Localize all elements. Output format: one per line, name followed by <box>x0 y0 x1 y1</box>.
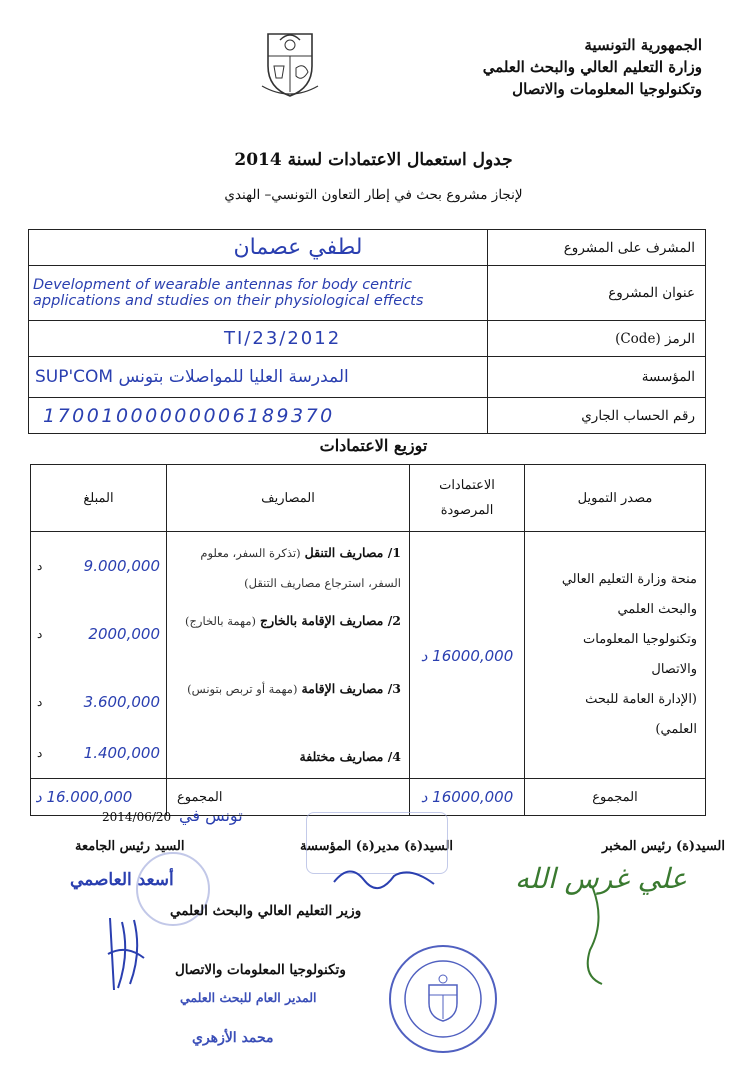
amount-currency: د <box>37 559 43 573</box>
expense-item-title: 2/ مصاريف الإقامة بالخارج <box>260 613 401 628</box>
project-title-cell <box>29 266 488 321</box>
project-info-table <box>28 229 706 434</box>
amount-row <box>37 736 160 770</box>
header-line-2: وزارة التعليم العالي والبحث العلمي <box>482 58 702 76</box>
expense-item-title: 1/ مصاريف التنقل <box>304 545 401 560</box>
total-label: المجموع <box>525 779 706 816</box>
institution-value: المدرسة العليا للمواصلات بتونس SUP'COM <box>35 367 349 387</box>
minister-title-line-2: وتكنولوجيا المعلومات والاتصال <box>175 962 346 978</box>
col-credits-line-1: الاعتمادات <box>439 478 495 493</box>
col-source-header: مصدر التمويل <box>525 465 706 532</box>
amount-row <box>37 532 160 600</box>
expense-item <box>175 742 401 772</box>
expense-item <box>175 538 401 606</box>
expense-item <box>175 606 401 674</box>
director-stamp-text: المدير العام للبحث العلمي <box>180 990 317 1005</box>
funding-source-cell <box>525 532 706 779</box>
amounts-cell <box>31 532 167 779</box>
account-cell <box>29 398 488 434</box>
expenses-cell <box>167 532 410 779</box>
col-expenses-header: المصاريف <box>167 465 410 532</box>
amount-value: 3.600,000 <box>83 693 160 711</box>
page-title: جدول استعمال الاعتمادات لسنة 2014 <box>234 150 513 170</box>
distribution-table <box>30 464 706 816</box>
expense-item-title: 4/ مصاريف مختلفة <box>299 749 401 764</box>
amount-value: 1.400,000 <box>83 744 160 762</box>
amount-value: 9.000,000 <box>83 557 160 575</box>
amount-currency: د <box>37 746 43 760</box>
code-label: الرمز (Code) <box>488 321 706 357</box>
credits-value: 16000,000 د <box>420 646 514 665</box>
amount-currency: د <box>37 695 43 709</box>
coat-of-arms-emblem <box>258 26 322 98</box>
col-credits-header <box>410 465 525 532</box>
expense-item-title: 3/ مصاريف الإقامة <box>301 681 401 696</box>
institution-director-title: السيد(ة) مدير(ة) المؤسسة <box>300 839 454 854</box>
supervisor-label: المشرف على المشروع <box>488 230 706 266</box>
minister-title-line-1: وزير التعليم العالي والبحث العلمي <box>170 903 362 919</box>
amount-row <box>37 600 160 668</box>
ministry-round-seal <box>389 945 497 1053</box>
project-title-value-line-1: Development of wearable antennas for body centric <box>33 277 412 293</box>
lab-head-signature: علي غرس الله <box>515 862 687 895</box>
total-credits: 16000,000 د <box>420 788 514 806</box>
institution-label: المؤسسة <box>488 357 706 398</box>
total-credits-cell <box>410 779 525 816</box>
director-signature-scribble <box>330 858 440 898</box>
republic-header <box>483 34 702 100</box>
credits-cell <box>410 532 525 779</box>
institution-cell <box>29 357 488 398</box>
header-line-1: الجمهورية التونسية <box>584 36 702 54</box>
total-expenses-label: المجموع <box>167 779 410 816</box>
president-signature: أسعد العاصمي <box>70 870 174 890</box>
source-line: (الإدارة العامة للبحث <box>585 692 697 707</box>
project-title-value-line-2: applications and studies on their physiological effects <box>33 293 424 309</box>
president-scribble <box>100 914 150 998</box>
source-line: والاتصال <box>651 662 697 677</box>
header-line-3: وتكنولوجيا المعلومات والاتصال <box>512 80 702 98</box>
source-line: العلمي) <box>655 722 697 737</box>
date-value: 2014/06/20 <box>102 810 172 824</box>
place-handwritten: تونس في <box>179 806 243 825</box>
expense-item-detail: (تذكرة السفر، معلوم السفر، استرجاع مصاريف التنقل) <box>200 546 401 590</box>
amount-currency: د <box>37 627 43 641</box>
page-subtitle: لإنجاز مشروع بحث في إطار التعاون التونسي– الهندي <box>224 187 523 203</box>
university-president-title: السيد رئيس الجامعة <box>75 839 185 854</box>
expense-item-detail: (مهمة بالخارج) <box>184 614 257 628</box>
col-amount-header: المبلغ <box>31 465 167 532</box>
distribution-heading: توزيع الاعتمادات <box>319 436 428 455</box>
code-value: TI/23/2012 <box>224 328 342 349</box>
source-line: وتكنولوجيا المعلومات <box>583 632 697 647</box>
account-value: 17001000000006189370 <box>43 404 335 427</box>
lab-head-title: السيد(ة) رئيس المخبر <box>601 839 725 854</box>
source-line: والبحث العلمي <box>617 602 697 617</box>
supervisor-value: لطفي عصمان <box>233 235 363 260</box>
expense-item <box>175 674 401 742</box>
place-date <box>102 806 243 825</box>
project-title-label: عنوان المشروع <box>488 266 706 321</box>
col-credits-line-2: المرصودة <box>440 503 494 518</box>
source-line: منحة وزارة التعليم العالي <box>561 572 697 587</box>
expense-item-detail: (مهمة أو تربص بتونس) <box>187 682 298 696</box>
code-cell <box>29 321 488 357</box>
supervisor-cell <box>29 230 488 266</box>
total-amount: 16.000,000 د <box>35 788 133 806</box>
amount-row <box>37 668 160 736</box>
director-signature: محمد الأزهري <box>192 1030 274 1046</box>
amount-value: 2000,000 <box>88 625 160 643</box>
account-label: رقم الحساب الجاري <box>488 398 706 434</box>
lab-head-signature-stroke <box>572 880 632 994</box>
